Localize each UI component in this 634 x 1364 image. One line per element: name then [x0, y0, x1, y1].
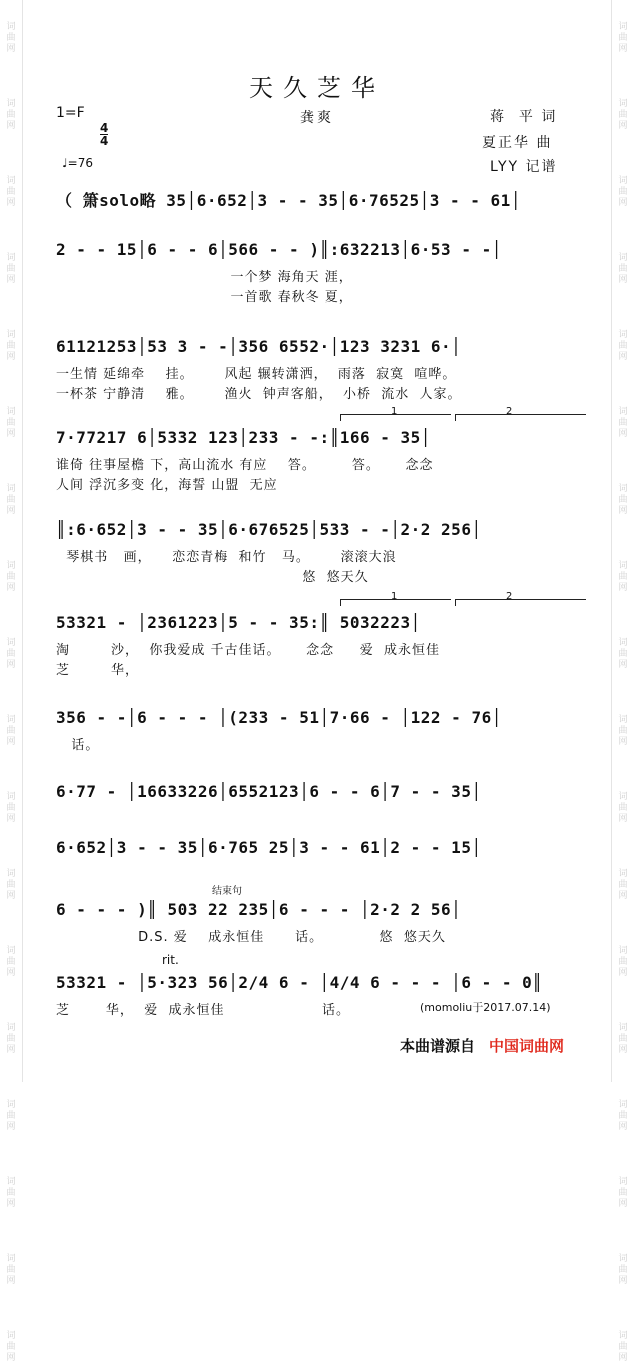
watermark-text: 词 曲 网 [618, 1254, 628, 1286]
volta-number: 2 [506, 406, 513, 417]
site-brand: 中国词曲网 [489, 1037, 565, 1055]
notation-row: 7·77217 6│5332 123│233 - -:║166 - 35│ [56, 428, 431, 447]
watermark-text: 词 曲 网 [618, 792, 628, 824]
lyric-line: 芝 华， [56, 663, 140, 678]
watermark-text: 词 曲 网 [6, 1177, 16, 1209]
composer-credit: 夏正华 曲 [482, 135, 553, 151]
watermark-text: 词 曲 网 [6, 1254, 16, 1286]
watermark-text: 词 曲 网 [6, 638, 16, 670]
watermark-text: 词 曲 网 [6, 484, 16, 516]
ritardando-marking: rit. [162, 953, 179, 967]
watermark-text: 词 曲 网 [618, 407, 628, 439]
watermark-text: 词 曲 网 [6, 869, 16, 901]
footer-source-text: 本曲谱源自 [400, 1037, 476, 1055]
transcriber-credit: LYY 记谱 [490, 159, 558, 175]
footer-source [400, 1035, 564, 1056]
watermark-text: 词 曲 网 [618, 946, 628, 978]
watermark-text: 词 曲 网 [618, 330, 628, 362]
lyricist-credit: 蒋 平 词 [490, 109, 558, 125]
notation-row: ║:6·652│3 - - 35│6·676525│533 - -│2·2 256│ [56, 520, 482, 539]
watermark-text: 词 曲 网 [6, 253, 16, 285]
lyric-line: 人间 浮沉多变 化，海誓 山盟 无应 [56, 478, 278, 493]
watermark-text: 词 曲 网 [6, 330, 16, 362]
lyric-line: D.S. 爱 成永恒佳 话。 悠 悠天久 [56, 930, 446, 945]
volta-number: 2 [506, 591, 513, 602]
coda-label: 结束句 [212, 886, 242, 897]
tempo-marking: ♩=76 [62, 156, 93, 170]
lyric-line: 芝 华， 爱 成永恒佳 话。 [56, 1003, 350, 1018]
volta-bracket [455, 406, 586, 421]
watermark-text: 词 曲 网 [618, 1177, 628, 1209]
volta-bracket [340, 591, 451, 606]
left-watermark-strip [2, 0, 20, 1363]
lyric-line: 一生情 延绵牵 挂。 风起 辗转潇洒， 雨落 寂寞 喧哗。 [56, 367, 457, 382]
notation-row: 2 - - 15│6 - - 6│566 - - )║:632213│6·53 - -│ [56, 240, 502, 259]
watermark-text: 词 曲 网 [618, 1331, 628, 1363]
lyric-line: 一杯茶 宁静清 雅。 渔火 钟声客船， 小桥 流水 人家。 [56, 387, 462, 402]
watermark-text: 词 曲 网 [6, 22, 16, 54]
volta-number: 1 [391, 406, 398, 417]
key-signature: 1=F [56, 105, 85, 121]
right-watermark-strip [614, 0, 632, 1363]
notation-row: 6·77 - │16633226│6552123│6 - - 6│7 - - 35│ [56, 782, 482, 801]
watermark-text: 词 曲 网 [6, 792, 16, 824]
time-signature: 4 4 [100, 121, 109, 148]
notation-row: （ 箫solo略 35│6·652│3 - - 35│6·76525│3 - - 61│ [56, 191, 521, 210]
watermark-text: 词 曲 网 [6, 946, 16, 978]
lyric-line: 悠 悠天久 [56, 570, 369, 585]
watermark-text: 词 曲 网 [6, 176, 16, 208]
watermark-text: 词 曲 网 [6, 99, 16, 131]
song-title: 天久芝华 [249, 74, 385, 102]
notation-row: 53321 - │5·323 56│2/4 6 - │4/4 6 - - - │6 - - 0║ [56, 973, 543, 992]
notation-row: 53321 - │2361223│5 - - 35:║ 5032223│ [56, 613, 421, 632]
lyric-line: 一个梦 海角天 涯， [56, 270, 353, 285]
lyric-line: 淘 沙， 你我爱成 千古佳话。 念念 爱 成永恒佳 [56, 643, 441, 658]
watermark-text: 词 曲 网 [618, 1023, 628, 1055]
watermark-text: 词 曲 网 [618, 253, 628, 285]
volta-number: 1 [391, 591, 398, 602]
volta-bracket [455, 591, 586, 606]
notation-row: 6·652│3 - - 35│6·765 25│3 - - 61│2 - - 15│ [56, 838, 482, 857]
volta-bracket [340, 406, 451, 421]
notation-row: 61121253│53 3 - -│356 6552·│123 3231 6·│ [56, 337, 462, 356]
watermark-text: 词 曲 网 [618, 99, 628, 131]
lyric-line: 一首歌 春秋冬 夏， [56, 290, 353, 305]
right-margin-rule [611, 0, 612, 1082]
watermark-text: 词 曲 网 [6, 407, 16, 439]
lyric-line: 谁倚 往事屋檐 下，高山流水 有应 答。 答。 念念 [56, 458, 434, 473]
transcriber-signoff: (momoliu于2017.07.14) [420, 1001, 551, 1014]
watermark-text: 词 曲 网 [618, 638, 628, 670]
notation-row: 6 - - - )║ 503 22 235│6 - - - │2·2 2 56│ [56, 900, 462, 919]
watermark-text: 词 曲 网 [6, 715, 16, 747]
watermark-text: 词 曲 网 [618, 869, 628, 901]
watermark-text: 词 曲 网 [618, 561, 628, 593]
singer: 龚爽 [300, 110, 334, 126]
lyric-line: 话。 [56, 738, 100, 753]
watermark-text: 词 曲 网 [6, 1023, 16, 1055]
watermark-text: 词 曲 网 [618, 1100, 628, 1132]
left-margin-rule [22, 0, 23, 1082]
watermark-text: 词 曲 网 [618, 176, 628, 208]
watermark-text: 词 曲 网 [6, 1331, 16, 1363]
watermark-text: 词 曲 网 [6, 561, 16, 593]
watermark-text: 词 曲 网 [6, 1100, 16, 1132]
watermark-text: 词 曲 网 [618, 715, 628, 747]
notation-row: 356 - -│6 - - - │(233 - 51│7·66 - │122 - 76│ [56, 708, 502, 727]
watermark-text: 词 曲 网 [618, 22, 628, 54]
lyric-line: 琴棋书 画， 恋恋青梅 和竹 马。 滚滚大浪 [56, 550, 397, 565]
watermark-text: 词 曲 网 [618, 484, 628, 516]
